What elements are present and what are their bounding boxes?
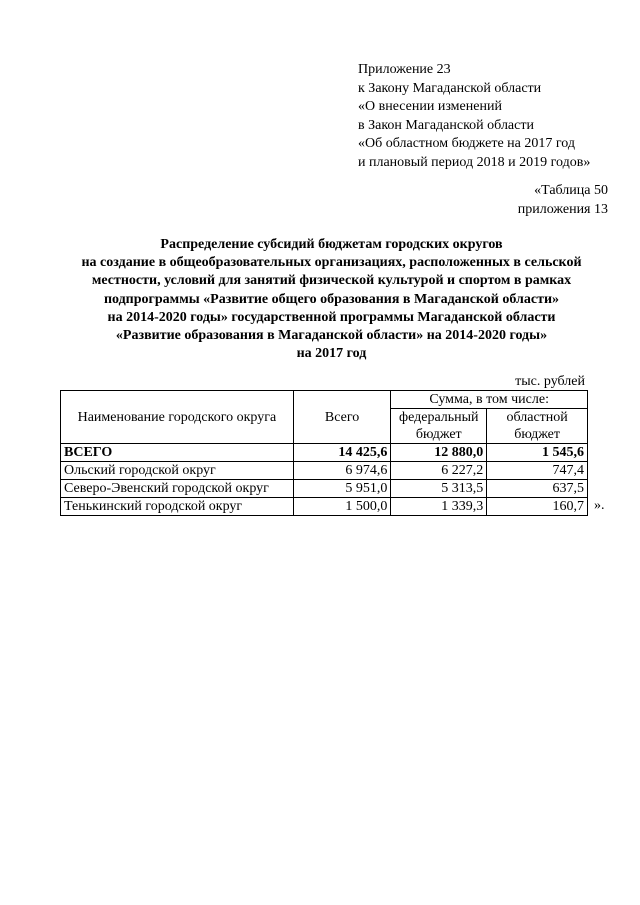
total-row-name: ВСЕГО	[61, 444, 294, 462]
row-federal: 1 339,3	[391, 498, 487, 516]
appendix-line: «О внесении изменений	[358, 99, 502, 114]
title-line: местности, условий для занятий физической культурой и спортом в рамках	[91, 273, 572, 289]
header-federal-line: федеральный	[399, 410, 479, 425]
title-line: «Развитие образования в Магаданской области» на 2014-2020 годы»	[115, 328, 548, 344]
appendix-line: Приложение 23	[358, 62, 451, 77]
subsidies-table	[60, 390, 588, 516]
header-regional-line: бюджет	[514, 427, 561, 442]
table-header-row	[61, 391, 588, 409]
header-regional-budget	[487, 409, 588, 444]
header-sum-group: Сумма, в том числе:	[391, 391, 588, 409]
appendix-line: к Закону Магаданской области	[358, 80, 542, 96]
header-regional-line: областной	[506, 410, 568, 425]
appendix-header	[358, 61, 590, 172]
title-line: Распределение субсидий бюджетам городских округов	[160, 237, 503, 252]
total-row-regional: 1 545,6	[487, 444, 588, 462]
appendix-line: «Об областном бюджете на 2017 год	[358, 136, 575, 151]
row-regional: 160,7	[487, 498, 588, 516]
row-district-name: Северо-Эвенский городской округ	[61, 480, 294, 498]
appendix-line: и плановый период 2018 и 2019 годов»	[358, 154, 591, 170]
table-row	[61, 462, 588, 480]
row-regional: 747,4	[487, 462, 588, 480]
row-district-name: Ольский городской округ	[61, 462, 294, 480]
title-line: на 2014-2020 годы» государственной программы Магаданской области	[107, 309, 556, 325]
table-reference	[518, 182, 608, 219]
row-total: 1 500,0	[293, 498, 391, 516]
row-district-name: Тенькинский городской округ	[61, 498, 294, 516]
header-total: Всего	[293, 391, 391, 444]
table-reference-line: «Таблица 50	[534, 183, 608, 198]
row-federal: 6 227,2	[391, 462, 487, 480]
header-federal-budget	[391, 409, 487, 444]
row-total: 5 951,0	[293, 480, 391, 498]
row-federal: 5 313,5	[391, 480, 487, 498]
table-row	[61, 498, 588, 516]
table-reference-line: приложения 13	[517, 201, 608, 217]
total-row-federal: 12 880,0	[391, 444, 487, 462]
document-title	[40, 236, 623, 363]
row-total: 6 974,6	[293, 462, 391, 480]
appendix-line: в Закон Магаданской области	[358, 117, 534, 133]
table-row	[61, 480, 588, 498]
table-total-row	[61, 444, 588, 462]
title-line: подпрограммы «Развитие общего образования в Магаданской области»	[103, 291, 560, 307]
units-label: тыс. рублей	[515, 374, 585, 389]
header-federal-line: бюджет	[415, 427, 462, 442]
title-line: на 2017 год	[296, 346, 367, 362]
title-line: на создание в общеобразовательных организациях, расположенных в сельской	[81, 255, 582, 271]
row-regional: 637,5	[487, 480, 588, 498]
header-district-name: Наименование городского округа	[61, 391, 294, 444]
closing-quote-mark: ».	[594, 498, 605, 513]
total-row-total: 14 425,6	[293, 444, 391, 462]
